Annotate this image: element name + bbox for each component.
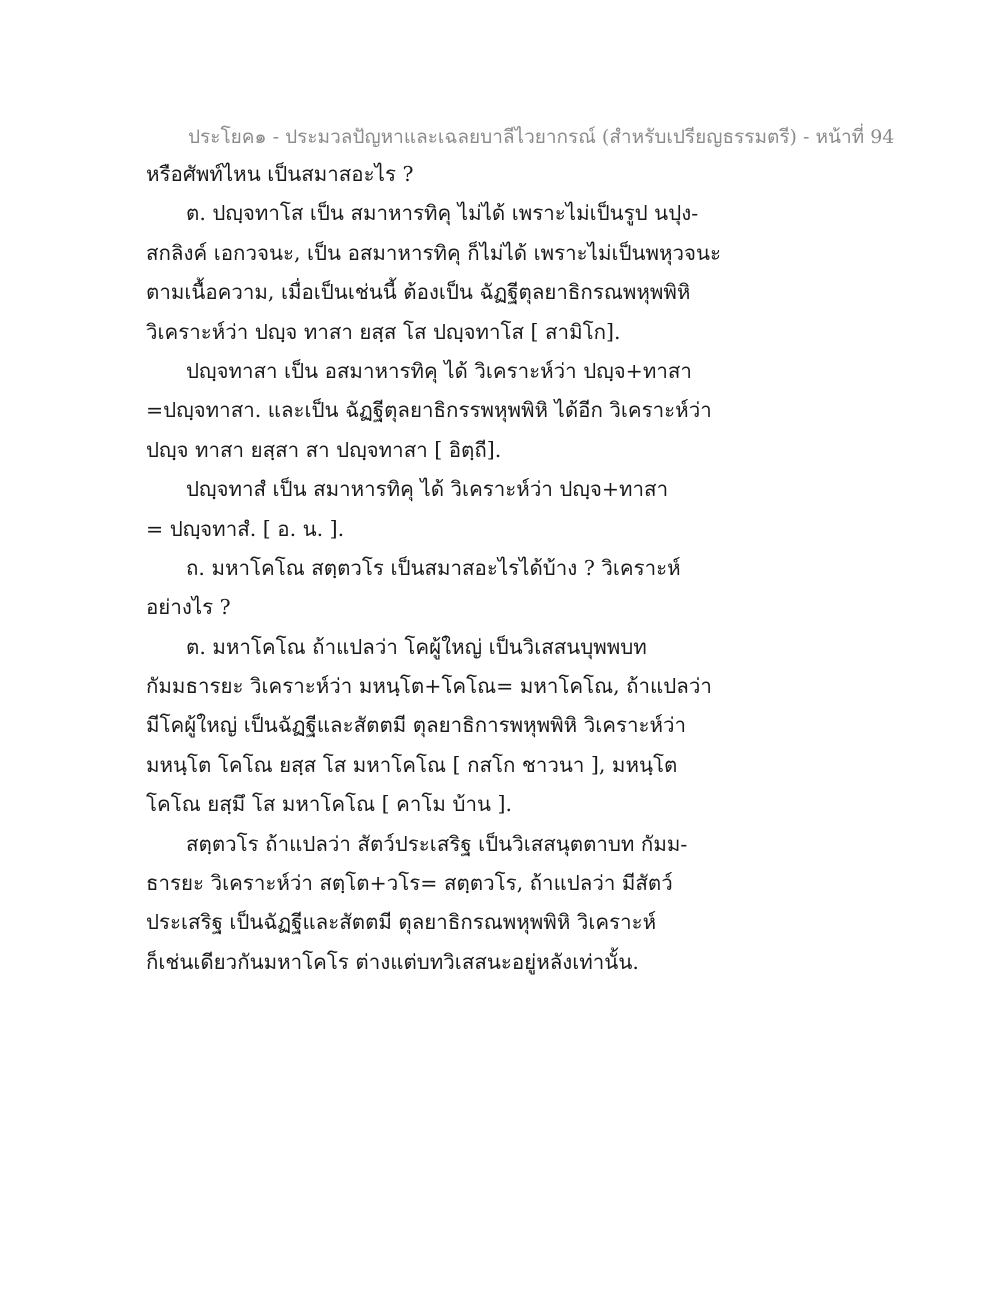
- text-line: =ปญฺจทาสา. และเป็น ฉัฏฐีตุลยาธิกรรพหุพพิหิ ได้อีก วิเคราะห์ว่า: [146, 398, 712, 423]
- text-line: ปญฺจ ทาสา ยสฺสา สา ปญฺจทาสา [ อิตฺถี].: [146, 437, 502, 462]
- text-line: หรือศัพท์ไหน เป็นสมาสอะไร ?: [146, 162, 414, 186]
- text-line: ปญฺจทาสํ เป็น สมาหารทิคุ ได้ วิเคราะห์ว่า ปญฺจ+ทาสา: [186, 477, 669, 502]
- text-line: โคโณ ยสฺมึ โส มหาโคโณ [ คาโม บ้าน ].: [146, 792, 513, 817]
- text-line: ต. มหาโคโณ ถ้าแปลว่า โคผู้ใหญ่ เป็นวิเสสนบุพพบท: [186, 634, 647, 659]
- text-line: ต. ปญฺจทาโส เป็น สมาหารทิคุ ไม่ได้ เพราะไม่เป็นรูป นปุง-: [186, 201, 699, 226]
- text-line: มหนฺโต โคโณ ยสฺส โส มหาโคโณ [ กสโก ชาวนา ], มหนฺโต: [146, 752, 678, 777]
- text-line: กัมมธารยะ วิเคราะห์ว่า มหนฺโต+โคโณ= มหาโคโณ, ถ้าแปลว่า: [146, 674, 712, 699]
- text-line: วิเคราะห์ว่า ปญฺจ ทาสา ยสฺส โส ปญฺจทาโส [ สามิโก].: [146, 319, 621, 344]
- body-text: [146, 155, 722, 982]
- text-line: ตามเนื้อความ, เมื่อเป็นเช่นนี้ ต้องเป็น ฉัฏฐีตุลยาธิกรณพหุพพิหิ: [146, 280, 691, 305]
- page-header: ประโยค๑ - ประมวลปัญหาและเฉลยบาลีไวยากรณ์ (สำหรับเปรียญธรรมตรี) - หน้าที่ 94: [188, 126, 895, 148]
- text-line: มีโคผู้ใหญ่ เป็นฉัฏฐีและสัตตมี ตุลยาธิการพหุพพิหิ วิเคราะห์ว่า: [146, 713, 687, 738]
- text-line: = ปญฺจทาสํ. [ อ. น. ].: [146, 516, 345, 541]
- text-line: ประเสริฐ เป็นฉัฏฐีและสัตตมี ตุลยาธิกรณพหุพพิหิ วิเคราะห์: [146, 910, 657, 935]
- text-line: สกลิงค์ เอกวจนะ, เป็น อสมาหารทิคุ ก็ไม่ได้ เพราะไม่เป็นพหุวจนะ: [146, 240, 722, 265]
- text-line: ถ. มหาโคโณ สตฺตวโร เป็นสมาสอะไรได้บ้าง ? วิเคราะห์: [186, 555, 681, 580]
- text-line: ธารยะ วิเคราะห์ว่า สตฺโต+วโร= สตฺตวโร, ถ้าแปลว่า มีสัตว์: [146, 871, 673, 896]
- text-line: ก็เช่นเดียวกันมหาโคโร ต่างแต่บทวิเสสนะอยู่หลังเท่านั้น.: [146, 949, 639, 974]
- text-line: อย่างไร ?: [146, 595, 231, 620]
- text-line: ปญฺจทาสา เป็น อสมาหารทิคุ ได้ วิเคราะห์ว่า ปญฺจ+ทาสา: [186, 358, 692, 383]
- text-line: สตฺตวโร ถ้าแปลว่า สัตว์ประเสริฐ เป็นวิเสสนุตตาบท กัมม-: [186, 831, 688, 856]
